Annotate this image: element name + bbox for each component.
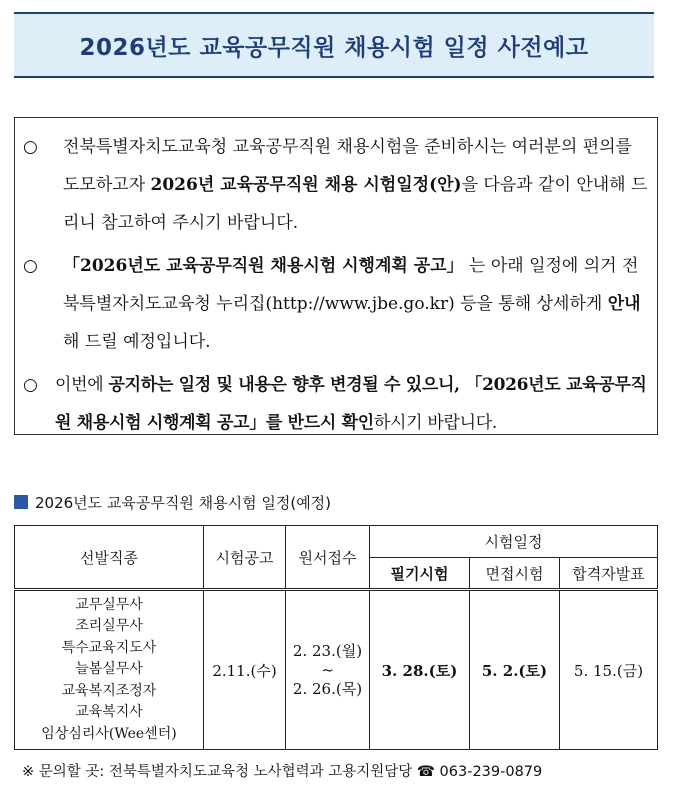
list-item: 조리실무사 [75,618,143,635]
contact-footnote: ※ 문의할 곳: 전북특별자치도교육청 노사협력과 고용지원담당 ☎ 063-239-0879 [22,764,543,780]
job-list-cell [15,590,204,750]
written-exam-date-cell: 3. 28.(토) [370,590,470,750]
page-title: 2026년도 교육공무직원 채용시험 일정 사전예고 [79,34,589,61]
circle-bullet-icon: ○ [23,137,38,157]
interview-date-cell: 5. 2.(토) [470,590,560,750]
circle-bullet-icon: ○ [23,256,38,276]
notice-box [14,117,658,435]
list-item: 임상심리사(Wee센터) [41,725,177,742]
header-interview: 면접시험 [470,558,560,590]
circle-bullet-icon: ○ [23,375,38,395]
header-job-type: 선발직종 [15,526,204,590]
list-item: 특수교육지도사 [61,639,157,656]
list-item: 교육복지사 [75,704,143,721]
blue-square-icon [14,495,28,509]
header-exam-schedule: 시험일정 [370,526,658,558]
table-row [15,590,658,750]
header-result: 합격자발표 [560,558,658,590]
notice-paragraph-2: ○ 「2026년도 교육공무직원 채용시험 시행계획 공고」 는 아래 일정에 의거 전북특별자치도교육청 누리집(http://www.jbe.go.kr) 등을 통해 상세하게 안내해 드릴 예정입니다. [23,247,649,361]
apply-period-cell: 2. 23.(월) ~ 2. 26.(목) [286,590,370,750]
notice-paragraph-3: ○ 이번에 공지하는 일정 및 내용은 향후 변경될 수 있으니, 「2026년도 교육공무직원 채용시험 시행계획 공고」를 반드시 확인하시기 바랍니다. [23,366,649,442]
schedule-table [14,525,658,750]
announce-date-cell: 2.11.(수) [204,590,286,750]
list-item: 교육복지조정자 [61,682,157,699]
result-date-cell: 5. 15.(금) [560,590,658,750]
header-written: 필기시험 [370,558,470,590]
header-announce: 시험공고 [204,526,286,590]
header-apply: 원서접수 [286,526,370,590]
title-banner [14,12,654,78]
notice-paragraph-1: ○ 전북특별자치도교육청 교육공무직원 채용시험을 준비하시는 여러분의 편의를 도모하고자 2026년 교육공무직원 채용 시험일정(안)을 다음과 같이 안내해 드리니 참고하여 주시기 바랍니다. [23,128,649,242]
schedule-heading: 2026년도 교육공무직원 채용시험 일정(예정) [14,492,331,512]
list-item: 늘봄실무사 [75,661,143,678]
list-item: 교무실무사 [75,596,143,613]
